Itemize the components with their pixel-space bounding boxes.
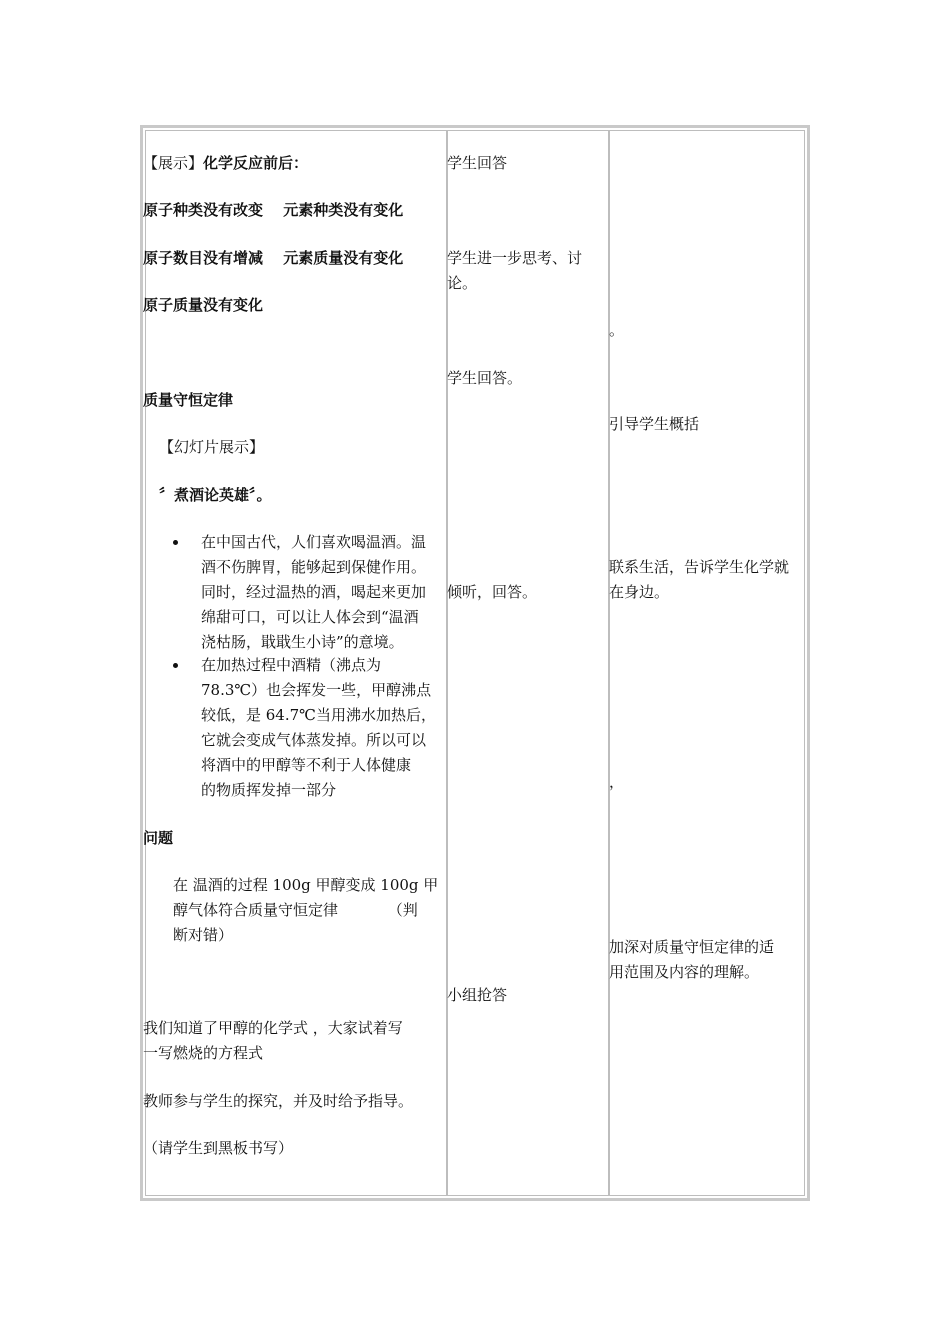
intent-life-line-2: 在身边。 bbox=[609, 583, 670, 601]
bullet-2-line-3: 较低，是 64.7℃当用沸水加热后， bbox=[201, 706, 436, 724]
intent-comma-mark: ， bbox=[609, 773, 625, 791]
bullet-1-line-3: 同时，经过温热的酒，喝起来更加 bbox=[201, 583, 427, 601]
question-line-3: 断对错） bbox=[173, 926, 234, 944]
student-listen: 倾听，回答。 bbox=[447, 583, 538, 601]
show-title: 化学反应前后： bbox=[203, 154, 309, 172]
design-intent-column bbox=[609, 130, 805, 1196]
show-heading bbox=[143, 151, 308, 176]
bullet-2-icon bbox=[173, 663, 178, 668]
teacher-guide-text: 教师参与学生的探究，并及时给予指导。 bbox=[143, 1092, 414, 1110]
blackboard-text: （请学生到黑板书写） bbox=[143, 1139, 294, 1157]
intent-guide: 引导学生概括 bbox=[609, 415, 700, 433]
intent-deepen-line-1: 加深对质量守恒定律的适 bbox=[609, 938, 775, 956]
bullet-1-icon bbox=[173, 540, 178, 545]
student-discuss-line-2: 论。 bbox=[447, 274, 478, 292]
law-title: 质量守恒定律 bbox=[143, 391, 234, 409]
student-discuss-line-1: 学生进一步思考、讨 bbox=[447, 249, 583, 267]
task-line-1: 我们知道了甲醇的化学式 ，大家试着写 bbox=[143, 1019, 403, 1037]
bullet-1-line-2: 酒不伤脾胃，能够起到保健作用。 bbox=[201, 558, 427, 576]
bullet-2-line-5: 将酒中的甲醇等不利于人体健康 bbox=[201, 756, 412, 774]
atoms-mass-line: 原子质量没有变化 bbox=[143, 296, 264, 314]
intent-dot-mark: 。 bbox=[609, 321, 625, 339]
question-line-2: 醇气体符合质量守恒定律 （判 bbox=[173, 901, 418, 919]
intent-deepen-line-2: 用范围及内容的理解。 bbox=[609, 963, 760, 981]
bullet-1-line-5: 浇枯肠，戢戢生小诗”的意境。 bbox=[201, 633, 404, 651]
bullet-2-line-1: 在加热过程中酒精（沸点为 bbox=[201, 656, 382, 674]
question-title: 问题 bbox=[143, 829, 174, 847]
intent-life-line-1: 联系生活，告诉学生化学就 bbox=[609, 558, 790, 576]
bullet-2-line-2: 78.3℃）也会挥发一些，甲醇沸点 bbox=[201, 681, 432, 699]
show-tag: 【展示】 bbox=[143, 154, 204, 172]
question-line-1: 在 温酒的过程 100g 甲醇变成 100g 甲 bbox=[173, 876, 439, 894]
bullet-1-line-1: 在中国古代，人们喜欢喝温酒。温 bbox=[201, 533, 427, 551]
atoms-number-line: 原子数目没有增减 元素质量没有变化 bbox=[143, 249, 404, 267]
task-line-2: 一写燃烧的方程式 bbox=[143, 1044, 264, 1062]
bullet-2-line-4: 它就会变成气体蒸发掉。所以可以 bbox=[201, 731, 427, 749]
student-group: 小组抢答 bbox=[447, 986, 508, 1004]
story-title: 〞煮酒论英雄〞。 bbox=[159, 486, 272, 504]
student-answer-1: 学生回答 bbox=[447, 154, 508, 172]
bullet-1-line-4: 绵甜可口，可以让人体会到“温酒 bbox=[201, 608, 419, 626]
slide-show-label: 【幻灯片展示】 bbox=[159, 438, 265, 456]
student-answer-2: 学生回答。 bbox=[447, 369, 523, 387]
atoms-kind-line: 原子种类没有改变 元素种类没有变化 bbox=[143, 201, 404, 219]
bullet-2-line-6: 的物质挥发掉一部分 bbox=[201, 781, 337, 799]
